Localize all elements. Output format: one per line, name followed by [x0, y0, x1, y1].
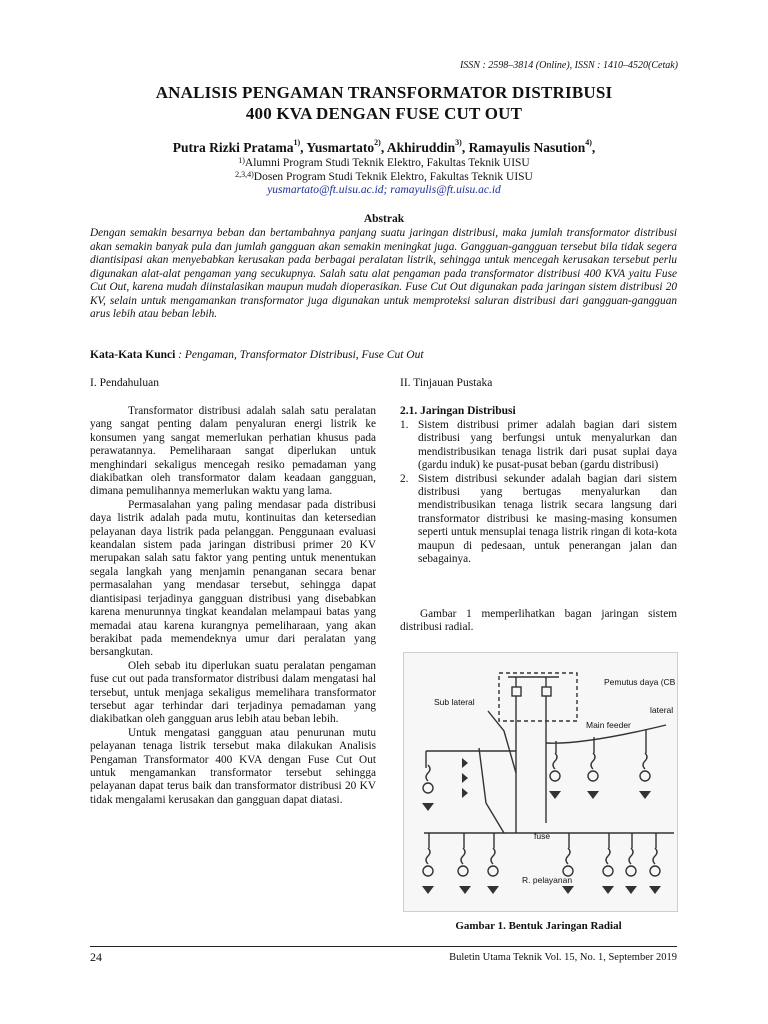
transformer-icon [423, 866, 433, 876]
section-2-heading: II. Tinjauan Pustaka [400, 377, 493, 389]
breaker-icon [542, 687, 551, 696]
affiliation-1-text: Alumni Program Studi Teknik Elektro, Fakultas Teknik UISU [244, 157, 530, 169]
page-number: 24 [90, 950, 102, 964]
fuse-icon [643, 753, 647, 769]
fuse-icon [553, 753, 557, 769]
author-2-mark: 2) [374, 138, 381, 147]
list-item [400, 419, 677, 473]
section-1-heading: I. Pendahuluan [90, 377, 159, 389]
radial-network-figure [403, 652, 678, 912]
fuse-icon [653, 848, 657, 864]
intro-paragraph: Untuk mengatasi gangguan atau penurunan mutu pelayanan tenaga listrik tersebut maka dilakukan Analisis Pengaman Transformator 400 KVA dengan Fuse Cut Out untuk mengamankan transformator tersebut sehingga pelayanan dapat terus baik dan transformator distribusi 20 KV tidak mengalami kerusakan dan gangguan dapat diatasi. [90, 726, 376, 806]
keywords-label: Kata-Kata Kunci [90, 349, 176, 361]
paper-title [0, 82, 768, 124]
fuse-icon [426, 848, 430, 864]
abstract-heading: Abstrak [363, 213, 405, 225]
author-emails[interactable]: yusmartato@ft.uisu.ac.id; ramayulis@ft.uisu.ac.id [267, 184, 501, 196]
author-1: Putra Rizki Pratama [172, 140, 294, 155]
radial-network-diagram [404, 653, 677, 911]
intro-paragraph: Transformator distribusi adalah salah satu peralatan yang sangat penting dalam penyaluran energi listrik ke konsumen yang sangat memerlukan perhatian khusus pada perawatannya. Pemeliharaan sangat diperlukan untuk menghindari sekaligus mencegah resiko pemadaman yang diakibatkan oleh transformator dalam keadaan gangguan, dimana pemulihannya memerlukan waktu yang lama. [90, 405, 376, 498]
author-3: Akhiruddin [386, 140, 456, 155]
list-item-text: Sistem distribusi primer adalah bagian dari sistem distribusi yang berfungsi untuk menyalurkan dan mendistribusikan tenaga listrik dari pusat suplai daya (gardu induk) ke pusat-pusat beban (gardu distribusi) [418, 419, 677, 472]
affiliation-2-text: Dosen Program Studi Teknik Elektro, Fakultas Teknik UISU [253, 171, 533, 183]
fuse-icon [491, 848, 495, 864]
figure-caption: Gambar 1. Bentuk Jaringan Radial [455, 920, 622, 932]
affiliation-2 [0, 170, 768, 184]
breaker-label: Pemutus daya (CB [604, 677, 676, 687]
intro-paragraph: Permasalahan yang paling mendasar pada distribusi daya listrik adalah pada mutu, kontinuitas dan ketersedian pelayanan daya listrik pada pelanggan. Penggunaan evaluasi keandalan sistem pada jaringan distribusi primer 20 KV merupakan salah satu faktor yang penting untuk menentukan segala langkah yang menjamin penanganan secara benar permasalahan yang mendasar tersebut, sehingga dapat diantisipasi terjadinya gangguan distribusi yang disebabkan karena menurunnya tingkat keandalan melampaui batas yang memadai atau karena kurangnya pemeliharaan, yang akan berakibat pada memendeknya umur dari peralatan yang bersangkutan. [90, 498, 376, 659]
list-item-text: Sistem distribusi sekunder adalah bagian dari sistem distribusi yang bertugas menyalurkan dan mendistribusikan tenaga listrik secara langsung dari transformator distribusi ke masing-masing konsumen seperti untuk mensuplai tenaga listrik ringan di kota-kota maupun di pedesaan, untuk penerangan jalan dan sebagainya. [418, 472, 677, 566]
fuse-icon [606, 848, 610, 864]
transformer-icon [550, 771, 560, 781]
load-arrows [422, 758, 661, 894]
substation-box [499, 673, 577, 721]
breaker-icon [512, 687, 521, 696]
fuse-icon [461, 848, 465, 864]
list-item-number: 1. [400, 419, 409, 431]
sub-lateral-line [479, 748, 486, 803]
main-feeder-label: Main feeder [586, 720, 631, 730]
list-item-number: 2. [400, 472, 409, 485]
author-3-mark: 3) [455, 138, 462, 147]
affiliation-2-mark: 2,3,4) [235, 170, 254, 179]
intro-paragraph: Oleh sebab itu diperlukan suatu peralatan pengaman fuse cut out pada transformator distribusi dalam mengatasi hal tersebut, untuk menjaga sekaligus memelihara transformator tersebut agar terhindar dari terjadinya pemadaman yang diakibatkan oleh gangguan arus lebih atau beban lebih. [90, 659, 376, 726]
author-2: Yusmartato [306, 140, 375, 155]
transformer-icon [603, 866, 613, 876]
transformer-icon [650, 866, 660, 876]
title-line-2: 400 KVA DENGAN FUSE CUT OUT [245, 104, 523, 123]
author-4: Ramayulis Nasution [468, 140, 586, 155]
footer-divider [90, 946, 677, 947]
author-4-mark: 4) [585, 138, 592, 147]
affiliation-1-mark: 1) [238, 156, 245, 165]
title-line-1: ANALISIS PENGAMAN TRANSFORMATOR DISTRIBUSI [155, 83, 613, 102]
issn-header: ISSN : 2598–3814 (Online), ISSN : 1410–4520(Cetak) [459, 60, 678, 71]
author-list: Putra Rizki Pratama$^{1)}$, Yusmartato$^{2)}$, Akhiruddin$^{3)}$, Ramayulis Nasution$^{4)}$, [172, 138, 596, 155]
abstract-body: Dengan semakin besarnya beban dan bertambahnya panjang suatu jaringan distribusi, maka jumlah transformator distribusi akan semakin banyak pula dan jumlah gangguan akan semakin meningkat juga. Gangguan-gangguan tersebut bila tidak segera diantisipasi akan menyebabkan kerusakan pada berbagai peralatan listrik, sehingga untuk mencegah kerusakan tersebut perlu digunakan alat-alat pengaman yang secukupnya. Salah satu alat pengaman pada transformator distribusi 400 KVA yaitu Fuse Cut Out, karena mudah diinstalasikan maupun mudah dioperasikan. Fuse Cut Out digunakan pada jaringan sistem distribusi 20 KV, selain untuk mengamankan transformator juga digunakan untuk memproteksi saluran distribusi dari gangguan-gangguan arus lebih atau beban lebih. [90, 227, 677, 320]
transformer-icon [626, 866, 636, 876]
fuse-label: fuse [534, 831, 551, 841]
transformer-icon [423, 783, 433, 793]
sub-lateral-label: Sub lateral [434, 697, 475, 707]
distribution-list [400, 419, 677, 566]
fuse-icon [629, 848, 633, 864]
figure-intro-text: Gambar 1 memperlihatkan bagan jaringan sistem distribusi radial. [400, 608, 677, 634]
journal-citation: Buletin Utama Teknik Vol. 15, No. 1, September 2019 [449, 952, 677, 963]
fuse-icon [566, 848, 570, 864]
transformer-icon [488, 866, 498, 876]
subsection-2-1-heading: 2.1. Jaringan Distribusi [400, 405, 516, 417]
keywords [90, 349, 424, 361]
keywords-text: : Pengaman, Transformator Distribusi, Fuse Cut Out [175, 349, 424, 361]
fuse-icon [591, 753, 595, 769]
sub-lateral-line [488, 711, 516, 773]
affiliation-1 [0, 156, 768, 170]
author-1-mark: 1) [293, 138, 301, 147]
transformer-icon [588, 771, 598, 781]
transformer-icon [458, 866, 468, 876]
service-label: R. pelayanan [522, 875, 573, 885]
section-1-body [90, 405, 376, 807]
transformer-icon [640, 771, 650, 781]
lateral-label: lateral [650, 705, 674, 715]
list-item [400, 473, 677, 567]
